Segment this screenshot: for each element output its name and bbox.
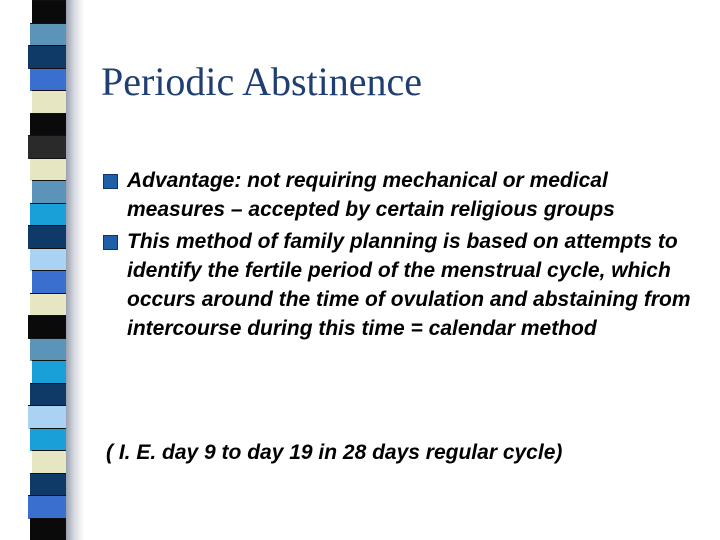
stripe-block bbox=[32, 90, 66, 114]
stripe-block bbox=[30, 68, 66, 92]
stripe-block bbox=[30, 338, 66, 362]
stripe-block bbox=[28, 405, 66, 429]
stripe-shadow bbox=[66, 0, 84, 540]
stripe-block bbox=[28, 135, 66, 159]
stripe-block bbox=[32, 270, 66, 294]
bullet-text: Advantage: not requiring mechanical or medical measures – accepted by certain religious groups bbox=[127, 169, 615, 221]
cycle-note: ( I. E. day 9 to day 19 in 28 days regular cycle) bbox=[106, 441, 563, 464]
stripe-block bbox=[30, 113, 66, 137]
bullet-text: This method of family planning is based on attempts to identify the fertile period of the menstrual cycle, which occurs around the time of ovulation and abstaining from intercourse during this time = calendar method bbox=[127, 230, 691, 340]
stripe-block bbox=[30, 248, 66, 272]
stripe-block bbox=[32, 180, 66, 204]
stripe-block bbox=[32, 450, 66, 474]
square-bullet-icon bbox=[103, 174, 118, 189]
stripe-block bbox=[30, 203, 66, 227]
stripe-block bbox=[30, 428, 66, 452]
stripe-block bbox=[30, 383, 66, 407]
stripe-block bbox=[32, 0, 66, 24]
stripe-block bbox=[30, 293, 66, 317]
stripe-block bbox=[28, 225, 66, 249]
stripe-block bbox=[28, 495, 66, 519]
stripe-block bbox=[30, 518, 66, 540]
bullet-item bbox=[103, 166, 703, 224]
bullet-list bbox=[103, 166, 703, 346]
stripe-block bbox=[30, 473, 66, 497]
stripe-block bbox=[32, 360, 66, 384]
square-bullet-icon bbox=[103, 235, 118, 250]
stripe-block bbox=[28, 315, 66, 339]
slide-title: Periodic Abstinence bbox=[101, 59, 423, 104]
bullet-item bbox=[103, 227, 703, 343]
stripe-block bbox=[28, 45, 66, 69]
stripe-block bbox=[30, 158, 66, 182]
stripe-block bbox=[30, 23, 66, 47]
